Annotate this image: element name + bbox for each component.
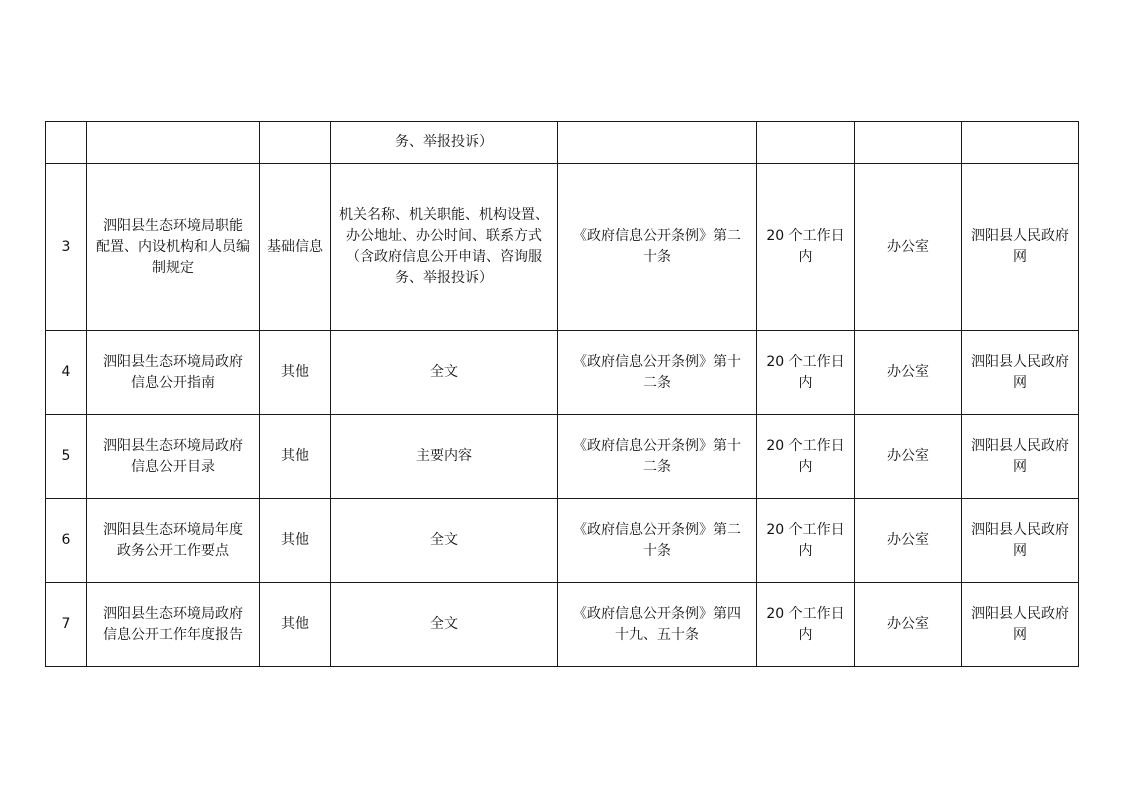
cell-item-name (87, 164, 260, 331)
table-row (46, 415, 1079, 499)
cell-channel-line: 网 (1013, 626, 1027, 643)
cell-time-limit-line: 20 个工作日 (766, 228, 845, 244)
table-row (46, 499, 1079, 583)
cell-number-text: 4 (61, 364, 71, 380)
cell-number (46, 122, 87, 164)
cell-department (855, 583, 962, 667)
cell-department-line: 办公室 (887, 448, 929, 464)
cell-time-limit-line: 20 个工作日 (766, 437, 845, 454)
cell-category (260, 331, 331, 415)
cell-channel-line: 泗阳县人民政府 (971, 605, 1069, 622)
cell-item-name-line: 信息公开指南 (131, 374, 215, 391)
cell-item-name (87, 583, 260, 667)
cell-department (855, 415, 962, 499)
cell-item-name-line: 泗阳县生态环境局政府 (103, 437, 243, 454)
cell-category-line: 其他 (281, 616, 309, 632)
table-row (46, 583, 1079, 667)
cell-content (331, 499, 558, 583)
cell-time-limit-line: 内 (798, 374, 813, 391)
cell-channel (962, 499, 1079, 583)
cell-legal-basis-line: 《政府信息公开条例》第二 (573, 521, 741, 538)
cell-number-text: 5 (61, 448, 71, 464)
cell-content-line: 全文 (430, 364, 458, 380)
cell-category-line: 其他 (281, 532, 309, 548)
cell-department-line: 办公室 (887, 238, 929, 255)
cell-legal-basis-line: 二条 (643, 458, 671, 475)
cell-legal-basis (558, 122, 757, 164)
cell-time-limit-line: 20 个工作日 (766, 521, 845, 538)
cell-department (855, 164, 962, 331)
cell-number-text: 7 (61, 616, 71, 632)
cell-category (260, 415, 331, 499)
cell-department-line: 办公室 (887, 532, 929, 548)
cell-number (46, 499, 87, 583)
cell-item-name (87, 499, 260, 583)
cell-channel-line: 泗阳县人民政府 (971, 228, 1069, 244)
cell-content-line: 务、举报投诉） (395, 134, 493, 150)
cell-item-name-line: 泗阳县生态环境局职能 (103, 217, 243, 234)
cell-time-limit (757, 583, 855, 667)
cell-item-name-line: 泗阳县生态环境局政府 (103, 605, 243, 622)
cell-legal-basis (558, 331, 757, 415)
cell-department (855, 122, 962, 164)
cell-number (46, 164, 87, 331)
cell-content (331, 331, 558, 415)
cell-time-limit-line: 20 个工作日 (766, 605, 845, 622)
table-row (46, 122, 1079, 164)
cell-item-name (87, 331, 260, 415)
disclosure-table (45, 121, 1079, 667)
cell-content-line: 全文 (430, 532, 458, 548)
cell-number-text: 6 (61, 532, 71, 548)
cell-item-name (87, 122, 260, 164)
cell-time-limit-line: 内 (798, 542, 813, 559)
cell-legal-basis-line: 《政府信息公开条例》第十 (573, 437, 741, 454)
table-row (46, 164, 1079, 331)
cell-content-line: 主要内容 (416, 448, 472, 464)
cell-legal-basis (558, 499, 757, 583)
cell-legal-basis-line: 《政府信息公开条例》第四 (573, 605, 741, 622)
cell-number (46, 583, 87, 667)
cell-time-limit-line: 20 个工作日 (766, 353, 845, 370)
cell-channel-line: 泗阳县人民政府 (971, 353, 1069, 370)
cell-legal-basis (558, 415, 757, 499)
cell-department (855, 331, 962, 415)
cell-legal-basis-line: 十九、五十条 (615, 626, 699, 643)
cell-content-line: 机关名称、机关职能、机构设置、 (339, 207, 549, 223)
cell-category (260, 583, 331, 667)
cell-legal-basis-line: 十条 (643, 542, 671, 559)
cell-channel (962, 164, 1079, 331)
cell-time-limit (757, 499, 855, 583)
cell-category (260, 499, 331, 583)
cell-legal-basis-line: 《政府信息公开条例》第二 (573, 228, 741, 244)
cell-time-limit-line: 内 (798, 249, 813, 265)
cell-channel-line: 泗阳县人民政府 (971, 437, 1069, 454)
cell-time-limit-line: 内 (798, 626, 813, 643)
cell-channel-line: 泗阳县人民政府 (971, 521, 1069, 538)
cell-content-line: 全文 (430, 616, 458, 632)
cell-legal-basis (558, 583, 757, 667)
cell-time-limit (757, 331, 855, 415)
cell-number (46, 415, 87, 499)
cell-number (46, 331, 87, 415)
cell-channel-line: 网 (1013, 542, 1027, 559)
cell-category (260, 122, 331, 164)
cell-time-limit (757, 164, 855, 331)
cell-channel (962, 122, 1079, 164)
cell-content (331, 583, 558, 667)
cell-time-limit-line: 内 (798, 458, 813, 475)
cell-category-line: 基础信息 (267, 238, 323, 255)
table-body (46, 122, 1079, 667)
cell-item-name-line: 泗阳县生态环境局政府 (103, 353, 243, 370)
cell-category-line: 其他 (281, 364, 309, 380)
cell-channel-line: 网 (1013, 249, 1027, 265)
cell-content (331, 122, 558, 164)
cell-category-line: 其他 (281, 448, 309, 464)
cell-item-name-line: 信息公开目录 (131, 458, 215, 475)
cell-number-text: 3 (61, 238, 71, 255)
cell-item-name-line: 制规定 (152, 259, 194, 276)
cell-item-name-line: 泗阳县生态环境局年度 (103, 521, 243, 538)
cell-channel (962, 331, 1079, 415)
cell-item-name-line: 配置、内设机构和人员编 (96, 238, 250, 255)
cell-item-name (87, 415, 260, 499)
cell-item-name-line: 信息公开工作年度报告 (103, 626, 243, 643)
cell-channel-line: 网 (1013, 458, 1027, 475)
cell-legal-basis-line: 《政府信息公开条例》第十 (573, 353, 741, 370)
cell-channel-line: 网 (1013, 374, 1027, 391)
cell-legal-basis-line: 二条 (643, 374, 671, 391)
cell-content-line: （含政府信息公开申请、咨询服 (346, 249, 542, 265)
cell-channel (962, 415, 1079, 499)
cell-item-name-line: 政务公开工作要点 (117, 542, 229, 559)
cell-time-limit (757, 122, 855, 164)
cell-legal-basis (558, 164, 757, 331)
cell-department-line: 办公室 (887, 364, 929, 380)
cell-content (331, 164, 558, 331)
cell-content (331, 415, 558, 499)
cell-content-line: 办公地址、办公时间、联系方式 (346, 228, 542, 244)
cell-department (855, 499, 962, 583)
cell-department-line: 办公室 (887, 616, 929, 632)
cell-legal-basis-line: 十条 (643, 249, 671, 265)
cell-channel (962, 583, 1079, 667)
cell-time-limit (757, 415, 855, 499)
cell-category (260, 164, 331, 331)
cell-content-line: 务、举报投诉） (395, 270, 493, 286)
table-row (46, 331, 1079, 415)
